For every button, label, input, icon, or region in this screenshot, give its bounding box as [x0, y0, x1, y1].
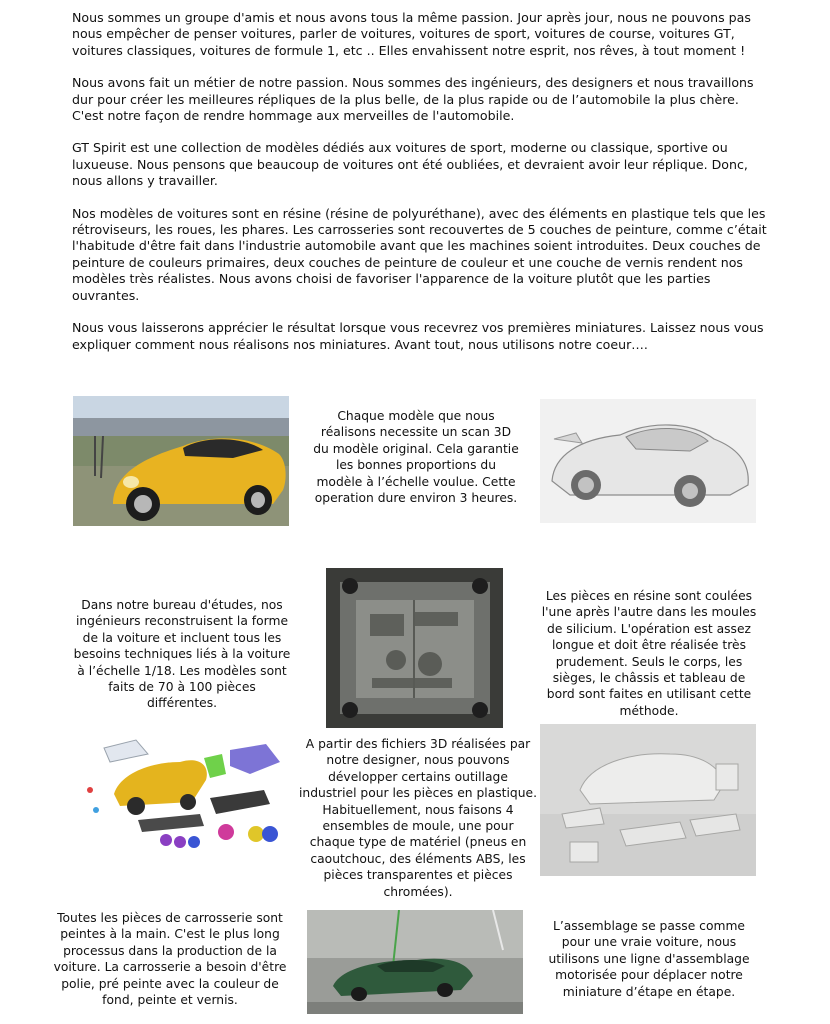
caption-scan: Chaque modèle que nous réalisons necessite un scan 3D du modèle original. Cela garantie les bonnes proportions du modèle à l’échelle voulue. Cette operation dure environ 3 heures. [313, 409, 519, 506]
caption-resine: Les pièces en résine sont coulées l'une après l'autre dans les moules de silicium. L'opération est assez longue et doit être réalisée très prudement. Seuls le corps, les sièges, le châssis et tableau de bord sont faites en utilisant cette méthode. [541, 589, 757, 718]
photo-resin-parts [540, 724, 756, 876]
intro-paragraph-3: GT Spirit est une collection de modèles dédiés aux voitures de sport, moderne ou classique, sportive ou luxueuse. Nous pensons que beaucoup de voitures ont été oubliées, et devraient avoir leur réplique. Donc, nous allons y travailler. [72, 140, 748, 189]
image-exploded-3d-parts [80, 722, 292, 858]
intro-text [72, 10, 770, 369]
photo-injection-mold [326, 568, 503, 728]
caption-peinture: Toutes les pièces de carrosserie sont peintes à la main. C'est le plus long processus dans la production de la voiture. La carrosserie a besoin d'être polie, pré peinte avec la couleur de fond, peinte et vernis. [53, 911, 287, 1008]
intro-paragraph-5: Nous vous laisserons apprécier le résultat lorsque vous recevrez vos premières miniatures. Laissez nous vous expliquer comment nous réalisons nos miniatures. Avant tout, nous utilisons notre coeur…. [72, 320, 764, 352]
caption-outillage: A partir des fichiers 3D réalisées par notre designer, nous pouvons développer certains outillage industriel pour les pièces en plastique. Habituellement, nous faisons 4 ensembles de moule, une pour chaque type de matériel (pneus en caoutchouc, des éléments ABS, les pièces transparentes et pièces chromées). [299, 737, 537, 899]
caption-assemblage: L’assemblage se passe comme pour une vraie voiture, nous utilisons une ligne d'assemblage motorisée pour déplacer notre miniature d’étape en étape. [548, 919, 750, 999]
intro-paragraph-1: Nous sommes un groupe d'amis et nous avons tous la même passion. Jour après jour, nous ne pouvons pas nous empêcher de penser voitures, parler de voitures, voitures de sport, voitures de course, voitures GT, voitures classiques, voitures de formule 1, etc .. Elles envahissent notre esprit, nos rêves, à tout moment ! [72, 10, 751, 58]
intro-paragraph-2: Nous avons fait un métier de notre passion. Nous sommes des ingénieurs, des designers et nous travaillons dur pour créer les meilleures répliques de la plus belle, de la plus rapide ou de l’automobile la plus chère. C'est notre façon de rendre hommage aux merveilles de l'automobile. [72, 75, 754, 124]
image-3d-scan-render [540, 399, 756, 523]
photo-painted-body [307, 910, 523, 1014]
caption-bureau: Dans notre bureau d'études, nos ingénieurs reconstruisent la forme de la voiture et incluent tous les besoins techniques liés à la voiture à l’échelle 1/18. Les modèles sont faits de 70 à 100 pièces différentes. [73, 598, 291, 711]
intro-paragraph-4: Nos modèles de voitures sont en résine (résine de polyuréthane), avec des éléments en plastique tels que les rétroviseurs, les roues, les phares. Les carrosseries sont recouvertes de 5 couches de peinture, comme c’était l'habitude d'être fait dans l'industrie automobile avant que les machines soient introduites. Deux couches de peinture de couleurs primaires, deux couches de peinture de couleur et une couche de vernis rendent nos modèles très réalistes. Nous avons choisi de favoriser l'apparence de la voiture plutôt que les parties ouvrantes. [72, 205, 767, 303]
photo-yellow-porsche [73, 396, 289, 526]
